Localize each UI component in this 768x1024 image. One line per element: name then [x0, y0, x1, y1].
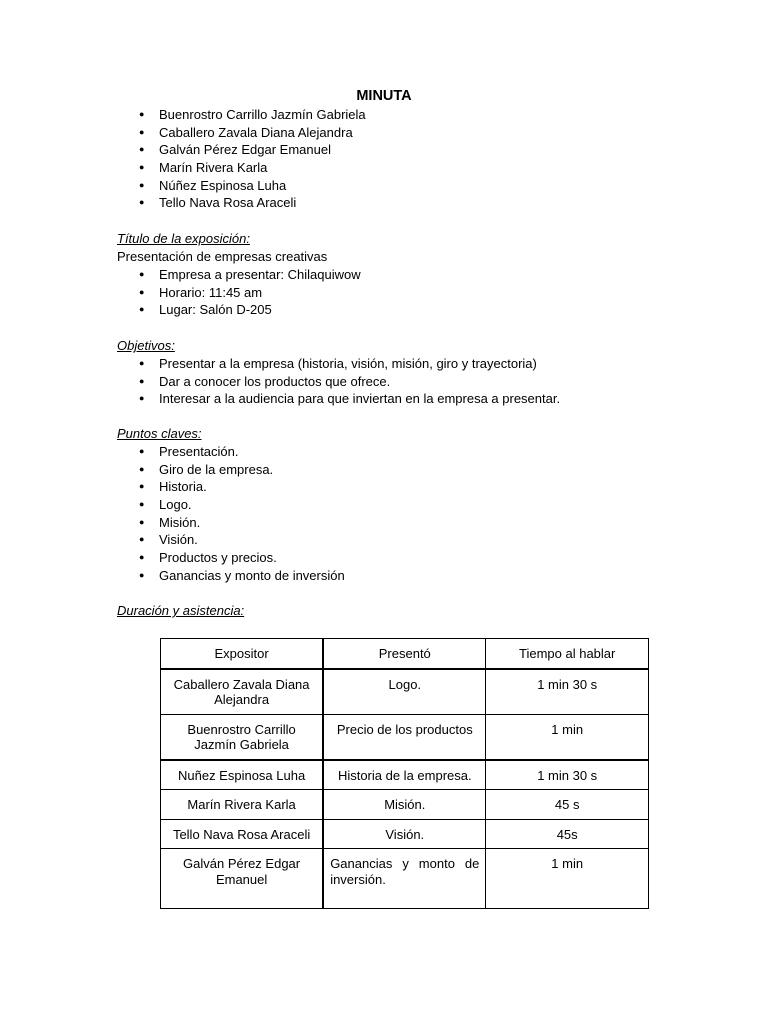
column-header: Expositor [161, 639, 324, 669]
duracion-heading: Duración y asistencia: [117, 603, 245, 618]
members-list [117, 106, 366, 212]
table-row [161, 790, 649, 820]
table-cell: Marín Rivera Karla [161, 790, 324, 820]
table-cell: Nuñez Espinosa Luha [161, 760, 324, 790]
list-item: ● Historia. [117, 478, 345, 496]
table-cell: Historia de la empresa. [323, 760, 486, 790]
table-row [161, 669, 649, 715]
list-item: ● Interesar a la audiencia para que inviertan en la empresa a presentar. [117, 390, 560, 408]
table-cell: Visión. [323, 819, 486, 849]
column-header: Presentó [323, 639, 486, 669]
table-cell: Tello Nava Rosa Araceli [161, 819, 324, 849]
table-cell: 1 min 30 s [486, 669, 649, 715]
list-item: ● Marín Rivera Karla [117, 159, 366, 177]
list-item: ● Empresa a presentar: Chilaquiwow [117, 266, 361, 284]
list-item: ● Logo. [117, 496, 345, 514]
table-cell: 1 min [486, 849, 649, 909]
table-cell: Logo. [323, 669, 486, 715]
list-item: ● Productos y precios. [117, 549, 345, 567]
list-item: ● Giro de la empresa. [117, 461, 345, 479]
table-cell: Caballero Zavala Diana Alejandra [161, 669, 324, 715]
table-cell: Ganancias y monto de inversión. [323, 849, 486, 909]
column-header: Tiempo al hablar [486, 639, 649, 669]
list-item: ● Tello Nava Rosa Araceli [117, 194, 366, 212]
table-cell: 1 min [486, 714, 649, 760]
attendance-table [160, 638, 649, 909]
table-header-row [161, 639, 649, 669]
exposicion-list [117, 266, 361, 319]
list-item: ● Dar a conocer los productos que ofrece. [117, 373, 560, 391]
table-cell: Misión. [323, 790, 486, 820]
table-row [161, 714, 649, 760]
puntos-heading: Puntos claves: [117, 426, 202, 441]
list-item: ● Núñez Espinosa Luha [117, 177, 366, 195]
list-item: ● Presentación. [117, 443, 345, 461]
exposicion-heading: Título de la exposición: [117, 231, 250, 246]
objetivos-heading: Objetivos: [117, 338, 175, 353]
table-row [161, 849, 649, 909]
table-row [161, 819, 649, 849]
list-item: ● Ganancias y monto de inversión [117, 567, 345, 585]
list-item: ● Galván Pérez Edgar Emanuel [117, 141, 366, 159]
table-row [161, 760, 649, 790]
exposicion-text: Presentación de empresas creativas [117, 249, 328, 264]
list-item: ● Misión. [117, 514, 345, 532]
list-item: ● Lugar: Salón D-205 [117, 301, 361, 319]
page-title: MINUTA [356, 88, 412, 104]
table-cell: Buenrostro Carrillo Jazmín Gabriela [161, 714, 324, 760]
objetivos-list [117, 355, 560, 408]
table-cell: 45 s [486, 790, 649, 820]
list-item: ● Horario: 11:45 am [117, 284, 361, 302]
list-item: ● Buenrostro Carrillo Jazmín Gabriela [117, 106, 366, 124]
puntos-list [117, 443, 345, 585]
table-cell: 1 min 30 s [486, 760, 649, 790]
table-cell: 45s [486, 819, 649, 849]
table-cell: Precio de los productos [323, 714, 486, 760]
list-item: ● Visión. [117, 531, 345, 549]
list-item: ● Presentar a la empresa (historia, visión, misión, giro y trayectoria) [117, 355, 560, 373]
table-cell: Galván Pérez Edgar Emanuel [161, 849, 324, 909]
list-item: ● Caballero Zavala Diana Alejandra [117, 124, 366, 142]
